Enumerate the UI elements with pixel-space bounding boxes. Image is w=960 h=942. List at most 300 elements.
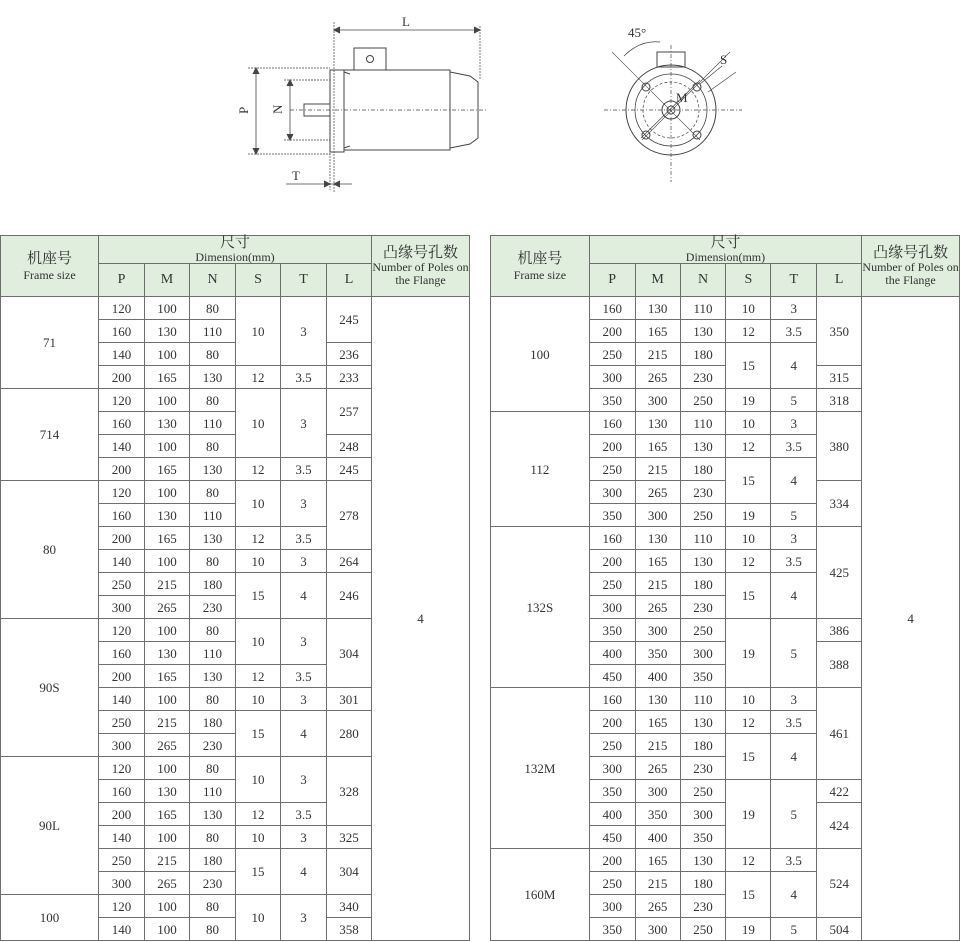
cell-M: 265 bbox=[635, 895, 680, 918]
cell-M: 100 bbox=[145, 550, 190, 573]
cell-M: 100 bbox=[145, 435, 190, 458]
header-col-M: M bbox=[145, 264, 190, 297]
cell-N: 110 bbox=[190, 780, 236, 803]
cell-M: 265 bbox=[145, 734, 190, 757]
cell-N: 80 bbox=[190, 481, 236, 504]
cell-N: 110 bbox=[680, 688, 726, 711]
cell-P: 140 bbox=[99, 435, 145, 458]
cell-N: 80 bbox=[190, 550, 236, 573]
frame-size-cell: 132S bbox=[491, 527, 590, 688]
cell-T: 3.5 bbox=[281, 366, 327, 389]
cell-P: 160 bbox=[99, 780, 145, 803]
cell-N: 180 bbox=[190, 573, 236, 596]
cell-T: 4 bbox=[281, 711, 327, 757]
cell-T: 4 bbox=[771, 343, 817, 389]
bolt-hole bbox=[642, 131, 650, 139]
cell-N: 80 bbox=[190, 297, 236, 320]
cell-P: 140 bbox=[99, 826, 145, 849]
cell-M: 130 bbox=[635, 688, 680, 711]
cell-N: 130 bbox=[680, 550, 726, 573]
cell-P: 300 bbox=[589, 366, 635, 389]
cell-S: 10 bbox=[726, 527, 771, 550]
label-N: N bbox=[270, 104, 285, 114]
cell-L: 504 bbox=[817, 918, 862, 941]
cell-N: 80 bbox=[190, 389, 236, 412]
cell-P: 160 bbox=[589, 412, 635, 435]
cell-P: 200 bbox=[589, 435, 635, 458]
cell-N: 130 bbox=[190, 665, 236, 688]
label-M: M bbox=[676, 90, 688, 105]
cell-P: 200 bbox=[589, 849, 635, 872]
header-frame-size: 机座号 Frame size bbox=[1, 236, 99, 297]
cell-P: 200 bbox=[99, 527, 145, 550]
cell-M: 100 bbox=[145, 757, 190, 780]
cell-M: 100 bbox=[145, 918, 190, 941]
cell-L: 340 bbox=[327, 895, 372, 918]
spec-table-left bbox=[0, 235, 470, 941]
cell-P: 140 bbox=[99, 343, 145, 366]
cell-P: 300 bbox=[589, 895, 635, 918]
header-col-M: M bbox=[635, 264, 680, 297]
cell-M: 400 bbox=[635, 826, 680, 849]
cell-N: 110 bbox=[680, 412, 726, 435]
cell-S: 10 bbox=[236, 688, 281, 711]
cell-N: 110 bbox=[190, 320, 236, 343]
cell-S: 15 bbox=[236, 573, 281, 619]
technical-drawings bbox=[0, 0, 960, 235]
cell-L: 264 bbox=[327, 550, 372, 573]
cell-M: 400 bbox=[635, 665, 680, 688]
cell-M: 265 bbox=[635, 757, 680, 780]
cell-M: 165 bbox=[635, 320, 680, 343]
cell-N: 250 bbox=[680, 918, 726, 941]
cell-N: 230 bbox=[680, 366, 726, 389]
cell-P: 200 bbox=[99, 458, 145, 481]
cell-P: 250 bbox=[589, 458, 635, 481]
cell-P: 200 bbox=[589, 320, 635, 343]
cell-T: 3 bbox=[281, 826, 327, 849]
cell-P: 350 bbox=[589, 504, 635, 527]
cell-M: 130 bbox=[635, 297, 680, 320]
cell-P: 120 bbox=[99, 895, 145, 918]
frame-size-cell: 80 bbox=[1, 481, 99, 619]
cell-T: 3.5 bbox=[281, 458, 327, 481]
cell-M: 165 bbox=[145, 527, 190, 550]
cell-M: 265 bbox=[145, 872, 190, 895]
cell-M: 215 bbox=[635, 458, 680, 481]
cell-M: 165 bbox=[635, 435, 680, 458]
cell-P: 140 bbox=[99, 688, 145, 711]
cell-P: 200 bbox=[99, 665, 145, 688]
cell-T: 3 bbox=[281, 297, 327, 366]
cell-P: 400 bbox=[589, 642, 635, 665]
cell-P: 160 bbox=[99, 412, 145, 435]
cell-L: 236 bbox=[327, 343, 372, 366]
cell-M: 265 bbox=[145, 596, 190, 619]
cell-M: 265 bbox=[635, 596, 680, 619]
cell-S: 19 bbox=[726, 504, 771, 527]
cell-S: 12 bbox=[726, 435, 771, 458]
cell-N: 130 bbox=[680, 320, 726, 343]
cell-P: 450 bbox=[589, 826, 635, 849]
cell-M: 100 bbox=[145, 826, 190, 849]
cell-M: 215 bbox=[635, 734, 680, 757]
cell-S: 10 bbox=[236, 297, 281, 366]
cell-P: 200 bbox=[589, 711, 635, 734]
cell-T: 3 bbox=[771, 527, 817, 550]
cell-P: 250 bbox=[589, 734, 635, 757]
cell-M: 130 bbox=[635, 527, 680, 550]
cell-N: 180 bbox=[680, 458, 726, 481]
cell-T: 4 bbox=[771, 872, 817, 918]
cell-T: 3 bbox=[281, 619, 327, 665]
cell-N: 130 bbox=[190, 366, 236, 389]
header-col-N: N bbox=[680, 264, 726, 297]
cell-S: 10 bbox=[726, 297, 771, 320]
cell-L: 425 bbox=[817, 527, 862, 619]
header-dimension: 尺寸 Dimension(mm) bbox=[99, 236, 372, 264]
cell-L: 246 bbox=[327, 573, 372, 619]
cell-L: 424 bbox=[817, 803, 862, 849]
cell-L: 257 bbox=[327, 389, 372, 435]
cell-T: 3.5 bbox=[281, 527, 327, 550]
cell-P: 140 bbox=[99, 550, 145, 573]
cell-M: 300 bbox=[635, 389, 680, 412]
cell-P: 120 bbox=[99, 389, 145, 412]
cell-M: 165 bbox=[635, 711, 680, 734]
cell-P: 450 bbox=[589, 665, 635, 688]
cell-N: 230 bbox=[190, 872, 236, 895]
cell-T: 4 bbox=[771, 458, 817, 504]
cell-S: 10 bbox=[236, 619, 281, 665]
terminal-box bbox=[354, 48, 386, 70]
cell-S: 12 bbox=[236, 665, 281, 688]
cell-M: 350 bbox=[635, 803, 680, 826]
header-dimension: 尺寸 Dimension(mm) bbox=[589, 236, 861, 264]
cell-S: 15 bbox=[236, 711, 281, 757]
cell-N: 80 bbox=[190, 688, 236, 711]
cell-S: 19 bbox=[726, 918, 771, 941]
cell-N: 230 bbox=[680, 757, 726, 780]
cell-L: 334 bbox=[817, 481, 862, 527]
cell-L: 350 bbox=[817, 297, 862, 366]
frame-size-cell: 71 bbox=[1, 297, 99, 389]
label-45-degrees: 45° bbox=[628, 25, 647, 40]
motor-drawings-svg bbox=[0, 0, 960, 235]
bolt-hole bbox=[693, 83, 701, 91]
frame-size-cell: 160M bbox=[491, 849, 590, 941]
header-col-T: T bbox=[281, 264, 327, 297]
header-col-P: P bbox=[99, 264, 145, 297]
cell-T: 3.5 bbox=[771, 711, 817, 734]
table-row bbox=[1, 297, 470, 320]
cell-N: 80 bbox=[190, 918, 236, 941]
cell-N: 230 bbox=[680, 596, 726, 619]
cell-T: 3 bbox=[281, 550, 327, 573]
cell-S: 10 bbox=[236, 895, 281, 941]
table-body-right bbox=[491, 297, 960, 941]
cell-M: 130 bbox=[145, 412, 190, 435]
cell-N: 130 bbox=[190, 527, 236, 550]
cell-T: 5 bbox=[771, 780, 817, 849]
cell-M: 265 bbox=[635, 481, 680, 504]
cell-T: 3 bbox=[281, 481, 327, 527]
cell-N: 130 bbox=[680, 711, 726, 734]
cell-N: 230 bbox=[190, 734, 236, 757]
cell-T: 3.5 bbox=[281, 803, 327, 826]
cell-S: 12 bbox=[236, 458, 281, 481]
cell-T: 4 bbox=[281, 573, 327, 619]
cell-P: 120 bbox=[99, 481, 145, 504]
cell-M: 215 bbox=[635, 573, 680, 596]
cell-M: 130 bbox=[145, 642, 190, 665]
cell-T: 5 bbox=[771, 918, 817, 941]
poles-cell: 4 bbox=[862, 297, 960, 941]
cell-N: 180 bbox=[680, 734, 726, 757]
header-frame-size: 机座号 Frame size bbox=[491, 236, 590, 297]
cell-M: 130 bbox=[145, 504, 190, 527]
cell-L: 233 bbox=[327, 366, 372, 389]
cell-N: 250 bbox=[680, 619, 726, 642]
cell-S: 15 bbox=[236, 849, 281, 895]
cell-M: 165 bbox=[635, 550, 680, 573]
cell-S: 12 bbox=[726, 550, 771, 573]
cell-N: 130 bbox=[680, 435, 726, 458]
cell-P: 120 bbox=[99, 297, 145, 320]
table-row bbox=[491, 297, 960, 320]
cell-S: 10 bbox=[726, 412, 771, 435]
cell-T: 3 bbox=[771, 297, 817, 320]
cell-P: 250 bbox=[589, 343, 635, 366]
cell-M: 165 bbox=[145, 458, 190, 481]
cell-P: 250 bbox=[589, 573, 635, 596]
cell-S: 10 bbox=[236, 550, 281, 573]
flange bbox=[330, 70, 344, 152]
cell-L: 328 bbox=[327, 757, 372, 826]
cell-N: 180 bbox=[680, 573, 726, 596]
cell-M: 130 bbox=[145, 780, 190, 803]
cell-N: 180 bbox=[190, 711, 236, 734]
cell-L: 315 bbox=[817, 366, 862, 389]
cell-L: 380 bbox=[817, 412, 862, 481]
cell-P: 120 bbox=[99, 757, 145, 780]
cell-L: 386 bbox=[817, 619, 862, 642]
cell-P: 200 bbox=[99, 803, 145, 826]
cell-S: 10 bbox=[236, 826, 281, 849]
cell-P: 300 bbox=[99, 596, 145, 619]
cell-T: 5 bbox=[771, 619, 817, 688]
cell-L: 245 bbox=[327, 458, 372, 481]
cell-N: 350 bbox=[680, 826, 726, 849]
cell-T: 3 bbox=[771, 688, 817, 711]
cell-T: 3 bbox=[771, 412, 817, 435]
cell-P: 120 bbox=[99, 619, 145, 642]
cell-M: 100 bbox=[145, 619, 190, 642]
cell-M: 215 bbox=[145, 849, 190, 872]
cell-S: 12 bbox=[726, 711, 771, 734]
cell-N: 110 bbox=[680, 297, 726, 320]
header-col-S: S bbox=[726, 264, 771, 297]
cell-P: 250 bbox=[99, 573, 145, 596]
cell-M: 165 bbox=[145, 366, 190, 389]
cell-T: 5 bbox=[771, 504, 817, 527]
cell-S: 12 bbox=[726, 849, 771, 872]
cell-M: 300 bbox=[635, 918, 680, 941]
cell-N: 180 bbox=[680, 872, 726, 895]
header-col-N: N bbox=[190, 264, 236, 297]
label-P: P bbox=[236, 106, 251, 114]
cell-P: 160 bbox=[589, 527, 635, 550]
cell-T: 3.5 bbox=[281, 665, 327, 688]
cell-N: 110 bbox=[680, 527, 726, 550]
cell-M: 215 bbox=[145, 711, 190, 734]
cell-N: 110 bbox=[190, 412, 236, 435]
cell-S: 10 bbox=[726, 688, 771, 711]
cell-M: 165 bbox=[145, 665, 190, 688]
cell-L: 388 bbox=[817, 642, 862, 688]
cell-L: 358 bbox=[327, 918, 372, 941]
cell-N: 80 bbox=[190, 895, 236, 918]
cell-L: 524 bbox=[817, 849, 862, 918]
cell-T: 4 bbox=[771, 734, 817, 780]
cell-S: 15 bbox=[726, 734, 771, 780]
header-col-P: P bbox=[589, 264, 635, 297]
cell-M: 350 bbox=[635, 642, 680, 665]
cell-T: 3.5 bbox=[771, 550, 817, 573]
label-T: T bbox=[292, 168, 300, 183]
cell-N: 350 bbox=[680, 665, 726, 688]
cell-P: 160 bbox=[589, 688, 635, 711]
header-col-S: S bbox=[236, 264, 281, 297]
cell-M: 215 bbox=[635, 872, 680, 895]
label-L: L bbox=[402, 14, 410, 29]
cell-T: 5 bbox=[771, 389, 817, 412]
cell-T: 3 bbox=[281, 757, 327, 803]
cell-S: 19 bbox=[726, 780, 771, 849]
cell-N: 250 bbox=[680, 389, 726, 412]
cell-P: 200 bbox=[589, 550, 635, 573]
cell-M: 100 bbox=[145, 481, 190, 504]
cell-N: 110 bbox=[190, 642, 236, 665]
cell-L: 422 bbox=[817, 780, 862, 803]
cell-N: 180 bbox=[190, 849, 236, 872]
cell-S: 12 bbox=[236, 366, 281, 389]
cell-P: 350 bbox=[589, 780, 635, 803]
cell-P: 250 bbox=[589, 872, 635, 895]
cell-L: 280 bbox=[327, 711, 372, 757]
poles-cell: 4 bbox=[372, 297, 470, 941]
frame-size-cell: 714 bbox=[1, 389, 99, 481]
cell-L: 278 bbox=[327, 481, 372, 550]
cell-M: 130 bbox=[635, 412, 680, 435]
cell-M: 130 bbox=[145, 320, 190, 343]
cell-S: 10 bbox=[236, 389, 281, 458]
cell-M: 165 bbox=[145, 803, 190, 826]
header-poles: 凸缘号孔数 Number of Poles on the Flange bbox=[862, 236, 960, 297]
header-col-L: L bbox=[817, 264, 862, 297]
frame-size-cell: 132M bbox=[491, 688, 590, 849]
cell-S: 10 bbox=[236, 481, 281, 527]
cell-N: 300 bbox=[680, 803, 726, 826]
cell-N: 130 bbox=[680, 849, 726, 872]
cell-N: 230 bbox=[680, 895, 726, 918]
frame-size-cell: 112 bbox=[491, 412, 590, 527]
cell-T: 4 bbox=[771, 573, 817, 619]
cell-M: 100 bbox=[145, 688, 190, 711]
cell-S: 10 bbox=[236, 757, 281, 803]
cell-N: 180 bbox=[680, 343, 726, 366]
cell-P: 200 bbox=[99, 366, 145, 389]
cell-S: 19 bbox=[726, 389, 771, 412]
cell-T: 3 bbox=[281, 895, 327, 941]
cell-M: 215 bbox=[145, 573, 190, 596]
cell-M: 300 bbox=[635, 780, 680, 803]
cell-P: 300 bbox=[99, 872, 145, 895]
cell-S: 15 bbox=[726, 573, 771, 619]
cell-L: 318 bbox=[817, 389, 862, 412]
cell-P: 300 bbox=[589, 481, 635, 504]
header-poles: 凸缘号孔数 Number of Poles on the Flange bbox=[372, 236, 470, 297]
cell-M: 300 bbox=[635, 619, 680, 642]
cell-M: 100 bbox=[145, 343, 190, 366]
cell-M: 100 bbox=[145, 895, 190, 918]
cell-M: 100 bbox=[145, 297, 190, 320]
cell-P: 350 bbox=[589, 619, 635, 642]
cell-L: 304 bbox=[327, 619, 372, 688]
cell-N: 80 bbox=[190, 826, 236, 849]
cell-L: 248 bbox=[327, 435, 372, 458]
cell-S: 12 bbox=[726, 320, 771, 343]
cell-L: 325 bbox=[327, 826, 372, 849]
cell-N: 230 bbox=[190, 596, 236, 619]
cell-N: 130 bbox=[190, 458, 236, 481]
cell-P: 300 bbox=[99, 734, 145, 757]
terminal-bolt bbox=[367, 56, 374, 63]
cell-P: 250 bbox=[99, 711, 145, 734]
cell-M: 265 bbox=[635, 366, 680, 389]
frame-size-cell: 90L bbox=[1, 757, 99, 895]
cell-L: 304 bbox=[327, 849, 372, 895]
cell-N: 230 bbox=[680, 481, 726, 504]
cell-P: 160 bbox=[99, 504, 145, 527]
header-col-T: T bbox=[771, 264, 817, 297]
cell-P: 160 bbox=[589, 297, 635, 320]
cell-P: 140 bbox=[99, 918, 145, 941]
cell-P: 250 bbox=[99, 849, 145, 872]
cell-N: 80 bbox=[190, 435, 236, 458]
cell-S: 12 bbox=[236, 527, 281, 550]
cell-T: 3 bbox=[281, 389, 327, 458]
cell-S: 15 bbox=[726, 343, 771, 389]
cell-P: 300 bbox=[589, 596, 635, 619]
cell-N: 80 bbox=[190, 619, 236, 642]
cell-T: 3.5 bbox=[771, 435, 817, 458]
cell-S: 15 bbox=[726, 872, 771, 918]
cell-N: 110 bbox=[190, 504, 236, 527]
cell-N: 80 bbox=[190, 757, 236, 780]
frame-size-cell: 100 bbox=[1, 895, 99, 941]
cell-L: 245 bbox=[327, 297, 372, 343]
cell-T: 3.5 bbox=[771, 849, 817, 872]
cell-S: 12 bbox=[236, 803, 281, 826]
cell-N: 300 bbox=[680, 642, 726, 665]
cell-T: 3 bbox=[281, 688, 327, 711]
cell-M: 215 bbox=[635, 343, 680, 366]
cell-L: 461 bbox=[817, 688, 862, 780]
cell-S: 19 bbox=[726, 619, 771, 688]
cell-M: 100 bbox=[145, 389, 190, 412]
cell-P: 160 bbox=[99, 320, 145, 343]
